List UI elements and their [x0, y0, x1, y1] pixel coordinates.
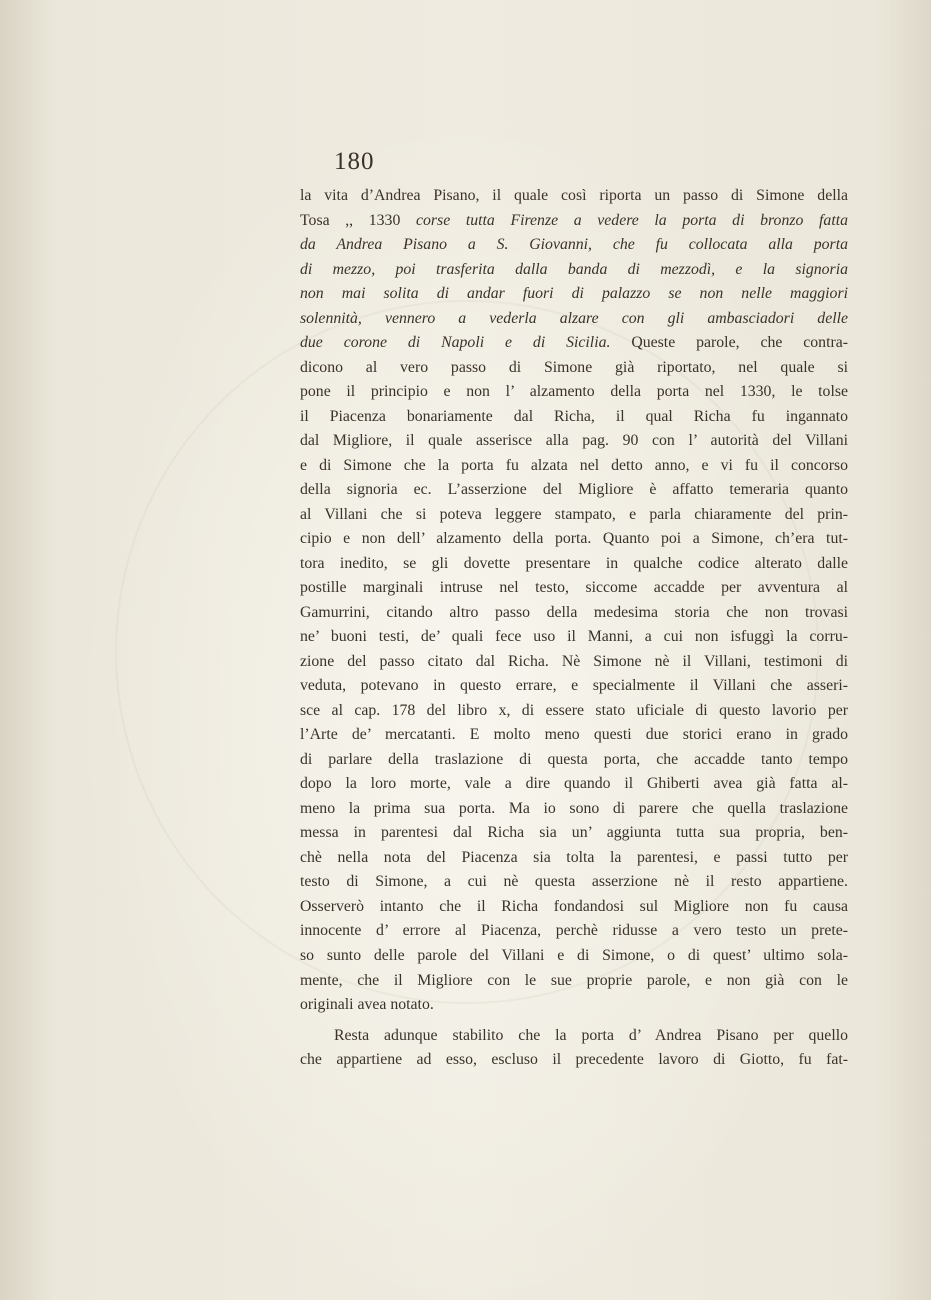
text-line: [300, 944, 848, 969]
text-line: [300, 552, 848, 577]
text-run: il Piacenza bonariamente dal Richa, il qual Richa fu ingannato: [300, 407, 848, 425]
text-line: [300, 1048, 848, 1073]
text-run: dicono al vero passo di Simone già riportato, nel quale si: [300, 358, 848, 376]
text-line: [300, 625, 848, 650]
text-line: [300, 282, 848, 307]
text-line: [300, 478, 848, 503]
text-run: Resta adunque stabilito che la porta d’ Andrea Pisano per quello: [334, 1026, 848, 1044]
text-line: [300, 405, 848, 430]
text-line: [300, 429, 848, 454]
text-run: innocente d’ errore al Piacenza, perchè ridusse a vero testo un prete-: [300, 922, 848, 940]
text-run: al Villani che si poteva leggere stampato, e parla chiaramente del prin-: [300, 505, 848, 523]
body-text: [300, 184, 848, 1073]
text-line: [300, 258, 848, 283]
text-run: mente, che il Migliore con le sue proprie parole, e non già con le: [300, 971, 848, 989]
text-line: [300, 674, 848, 699]
page-number: 180: [334, 148, 375, 175]
text-line: [300, 821, 848, 846]
text-run: meno la prima sua porta. Ma io sono di parere che quella traslazione: [300, 799, 848, 817]
text-run: Tosa ,, 1330: [300, 211, 416, 229]
italic-quote: due corone di Napoli e di Sicilia.: [300, 334, 611, 352]
text-run: veduta, potevano in questo errare, e specialmente il Villani che asseri-: [300, 677, 848, 695]
text-run: che appartiene ad esso, escluso il precedente lavoro di Giotto, fu fat-: [300, 1051, 848, 1069]
text-line: [300, 993, 848, 1018]
italic-quote: corse tutta Firenze a vedere la porta di bronzo fatta: [416, 211, 848, 229]
text-run: pone il principio e non l’ alzamento della porta nel 1330, le tolse: [300, 383, 848, 401]
italic-quote: da Andrea Pisano a S. Giovanni, che fu collocata alla porta: [300, 236, 848, 254]
text-run: Gamurrini, citando altro passo della medesima storia che non trovasi: [300, 603, 848, 621]
text-line: [300, 184, 848, 209]
text-line: [300, 772, 848, 797]
text-run: messa in parentesi dal Richa sia un’ aggiunta tutta sua propria, ben-: [300, 824, 848, 842]
text-run: zione del passo citato dal Richa. Nè Simone nè il Villani, testimoni di: [300, 652, 848, 670]
text-run: postille marginali intruse nel testo, siccome accadde per avventura al: [300, 579, 848, 597]
text-run: testo di Simone, a cui nè questa asserzione nè il resto appartiene.: [300, 873, 848, 891]
text-run: originali avea notato.: [300, 996, 434, 1014]
text-run: cipio e non dell’ alzamento della porta. Quanto poi a Simone, ch’era tut-: [300, 530, 848, 548]
text-line: [300, 307, 848, 332]
text-line: [300, 969, 848, 994]
text-line: [300, 846, 848, 871]
text-run: la vita d’Andrea Pisano, il quale così riporta un passo di Simone della: [300, 187, 848, 204]
text-line: [300, 870, 848, 895]
text-line: [300, 454, 848, 479]
text-line: [300, 919, 848, 944]
text-run: Osserverò intanto che il Richa fondandosi sul Migliore non fu causa: [300, 897, 848, 915]
text-line: [300, 233, 848, 258]
text-line: [300, 380, 848, 405]
text-line: [300, 503, 848, 528]
text-run: Queste parole, che contra-: [610, 334, 848, 352]
text-run: e di Simone che la porta fu alzata nel detto anno, e vi fu il concorso: [300, 456, 848, 474]
text-run: dal Migliore, il quale asserisce alla pag. 90 con l’ autorità del Villani: [300, 432, 848, 450]
text-run: l’Arte de’ mercatanti. E molto meno questi due storici erano in grado: [300, 726, 848, 744]
italic-quote: solennità, vennero a vederla alzare con gli ambasciadori delle: [300, 309, 848, 327]
text-line: [300, 797, 848, 822]
text-line: [300, 895, 848, 920]
text-run: chè nella nota del Piacenza sia tolta la parentesi, e passi tutto per: [300, 848, 848, 866]
text-run: tora inedito, se gli dovette presentare in qualche codice alterato dalle: [300, 554, 848, 572]
text-line: [300, 650, 848, 675]
text-line: [300, 748, 848, 773]
italic-quote: non mai solita di andar fuori di palazzo se non nelle maggiori: [300, 285, 848, 303]
text-line: [300, 1024, 848, 1049]
text-line: [300, 601, 848, 626]
text-run: dopo la loro morte, vale a dire quando il Ghiberti avea già fatta al-: [300, 775, 848, 793]
text-line: [300, 576, 848, 601]
text-run: della signoria ec. L’asserzione del Migliore è affatto temeraria quanto: [300, 481, 848, 499]
text-run: sce al cap. 178 del libro x, di essere stato uficiale di questo lavorio per: [300, 701, 848, 719]
text-run: di parlare della traslazione di questa porta, che accadde tanto tempo: [300, 750, 848, 768]
text-line: [300, 699, 848, 724]
text-run: so sunto delle parole del Villani e di Simone, o di quest’ ultimo sola-: [300, 946, 848, 964]
text-run: ne’ buoni testi, de’ quali fece uso il Manni, a cui non isfuggì la corru-: [300, 628, 848, 646]
text-line: [300, 331, 848, 356]
italic-quote: di mezzo, poi trasferita dalla banda di mezzodì, e la signoria: [300, 260, 848, 278]
text-line: [300, 527, 848, 552]
text-line: [300, 209, 848, 234]
text-line: [300, 723, 848, 748]
text-line: [300, 356, 848, 381]
